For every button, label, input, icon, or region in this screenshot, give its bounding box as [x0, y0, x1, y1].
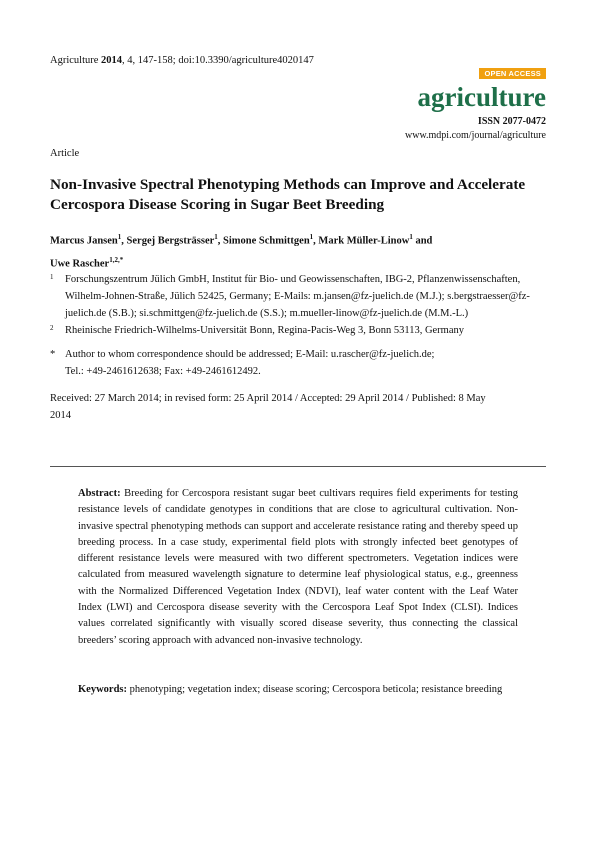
issn: ISSN 2077-0472 — [477, 116, 546, 127]
citation-year: 2014 — [101, 55, 123, 66]
author-separator: , — [121, 235, 127, 247]
section-divider — [50, 466, 546, 467]
citation-line — [50, 55, 314, 66]
correspondence-mark: * — [50, 349, 56, 360]
abstract-label: Abstract: — [78, 488, 121, 499]
author: Sergej Bergsträsser — [126, 235, 215, 247]
article-type: Article — [50, 148, 80, 159]
author-affiliation-mark: 1 — [214, 233, 218, 241]
journal-name: agriculture — [417, 82, 546, 112]
keywords-label: Keywords: — [78, 684, 127, 695]
journal-url[interactable]: www.mdpi.com/journal/agriculture — [405, 130, 546, 141]
author: Marcus Jansen — [50, 235, 118, 247]
publication-dates: Received: 27 March 2014; in revised form: 25 April 2014 / Accepted: 29 April 2014 / Published: 8 May 2014 — [50, 393, 486, 421]
affiliation-number: 1 — [50, 273, 54, 281]
affiliation-text: Forschungszentrum Jülich GmbH, Institut für Bio- und Geowissenschaften, IBG-2, Pflanzenwissenschaften, Wilhelm-Johnen-Straße, Jülich 52425, Germany; E-Mails: m.jansen@fz-juelich.de (M.J.); s.bergstraesser@fz-juelich.de (S.B.); si.schmittgen@fz-juelich.de (S.S.); m.mueller-linow@fz-juelich.de (M.M.-L.) — [65, 274, 530, 319]
correspondence-note — [50, 346, 550, 380]
affiliation-text: Rheinische Friedrich-Wilhelms-Universität Bonn, Regina-Pacis-Weg 3, Bonn 53113, Germany — [65, 325, 465, 336]
correspondence-text — [65, 346, 434, 380]
affiliation-item — [50, 271, 550, 322]
author-affiliation-mark: 1,2,* — [109, 255, 124, 264]
abstract-text: Breeding for Cercospora resistant sugar beet cultivars requires field experiments for testing resistance levels of candidate genotypes in conditions that are close to agricultural cultivation. Non-invasive spectral phenotyping methods can support and accelerate resistance rating and thereby speed up breeding process. In a case study, experimental field plots with strongly infected beet genotypes of different resistance levels were measured with two different spectrometers. Vegetation indices were calculated from measured wavelength signature to determine leaf physiological status, e.g., greenness with the Normalized Differenced Vegetation Index (NDVI), leaf water content with the Leaf Water Index (LWI) and Cercospora disease severity with the Cercospora Leaf Spot Index (CLSI). Indices values correlated significantly with visually scored disease severity, thus connecting the classical breeders’ scoring approach with advanced non-invasive technology. — [78, 488, 518, 646]
citation-details: , 4, 147-158; doi:10.3390/agriculture4020147 — [122, 55, 314, 66]
correspondence-line: Tel.: +49-2461612638; Fax: +49-2461612492. — [65, 366, 261, 377]
author-affiliation-mark: 1 — [117, 233, 122, 241]
author-affiliation-mark: 1 — [409, 233, 413, 241]
author-separator: , — [313, 235, 319, 247]
correspondence-line: Author to whom correspondence should be addressed; E-Mail: u.rascher@fz-juelich.de; — [65, 349, 435, 360]
affiliation-item — [50, 322, 550, 339]
abstract — [78, 486, 518, 649]
author-affiliation-mark: 1 — [309, 233, 314, 241]
affiliations — [50, 271, 550, 339]
author: Uwe Rascher — [50, 258, 110, 269]
keywords-text: phenotyping; vegetation index; disease scoring; Cercospora beticola; resistance breeding — [129, 684, 503, 695]
author-separator: and — [412, 235, 433, 247]
affiliation-number: 2 — [50, 324, 54, 332]
author-list — [50, 228, 520, 273]
author: Simone Schmittgen — [223, 235, 310, 247]
open-access-badge: OPEN ACCESS — [479, 68, 546, 79]
citation-journal: Agriculture — [50, 55, 99, 66]
keywords — [78, 682, 518, 699]
author-separator: , — [217, 235, 224, 247]
paper-title: Non-Invasive Spectral Phenotyping Methods can Improve and Accelerate Cercospora Disease Scoring in Sugar Beet Breeding — [50, 176, 526, 213]
author: Mark Müller-Linow — [318, 235, 410, 247]
